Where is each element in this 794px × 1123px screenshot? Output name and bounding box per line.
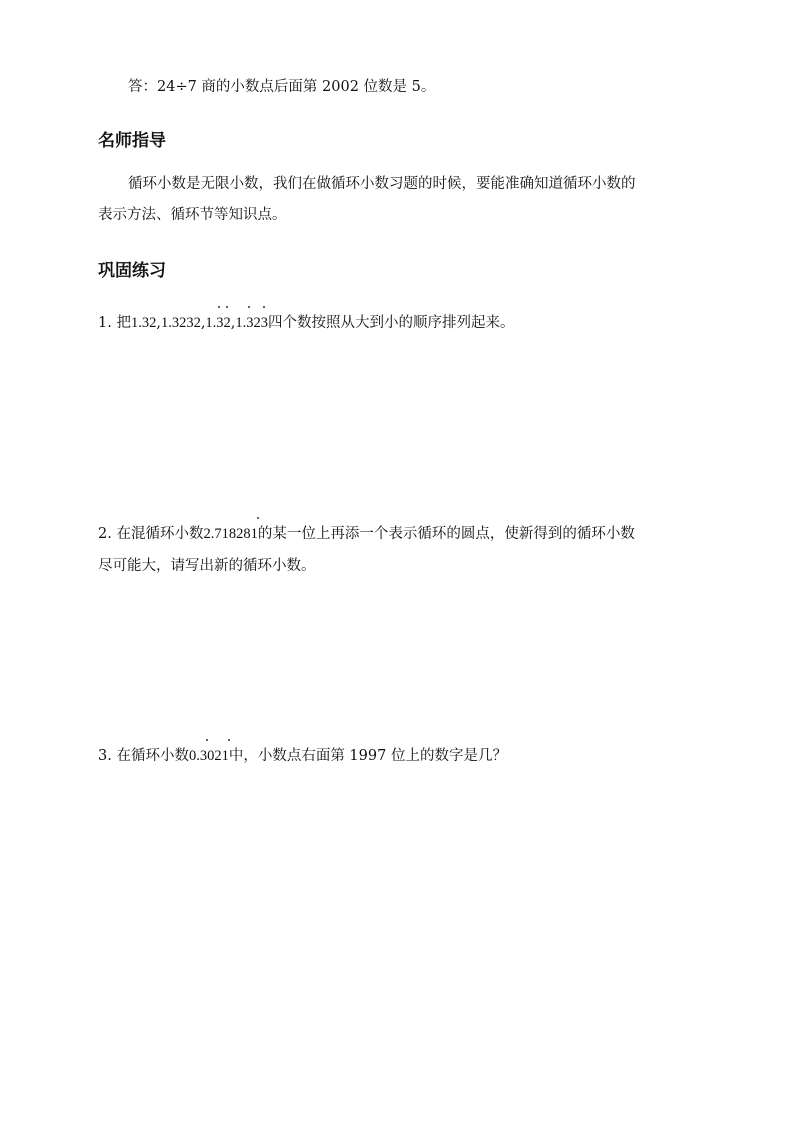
repeating-dot xyxy=(206,739,208,741)
question-2-line-1 xyxy=(98,524,635,544)
question-2-line-2: 尽可能大，请写出新的循环小数。 xyxy=(98,558,316,574)
q3-suffix: 中，小数点右面第 1997 位上的数字是几？ xyxy=(228,748,507,764)
q1-sep-2: , xyxy=(200,315,206,331)
q1-number-4 xyxy=(235,313,268,333)
q1-number-2: 1.3232 xyxy=(160,315,201,331)
answer-text: 答：24÷7 商的小数点后面第 2002 位数是 5。 xyxy=(128,79,436,95)
repeating-dot xyxy=(257,517,259,519)
q1-suffix: 四个数按照从大到小的顺序排列起来。 xyxy=(268,315,515,331)
repeating-dot xyxy=(218,306,220,308)
q2-number-text: 2.718281 xyxy=(203,526,258,542)
q3-number-text: 0.3021 xyxy=(188,748,229,764)
q1-sep-1: , xyxy=(156,315,161,331)
q2-number xyxy=(203,524,257,544)
repeating-dot xyxy=(263,306,265,308)
q3-prefix: 3. 在循环小数 xyxy=(98,748,189,764)
repeating-dot xyxy=(228,739,230,741)
q1-number-4-text: 1.323 xyxy=(235,315,269,331)
question-1 xyxy=(98,313,515,333)
guidance-line-1: 循环小数是无限小数，我们在做循环小数习题的时候，要能准确知道循环小数的 xyxy=(128,176,636,192)
repeating-dot xyxy=(226,306,228,308)
q1-number-1: 1.32 xyxy=(130,315,157,331)
repeating-dot xyxy=(248,306,250,308)
q2-prefix: 2. 在混循环小数 xyxy=(98,526,204,542)
q2-line1-suffix: 的某一位上再添一个表示循环的圆点，使新得到的循环小数 xyxy=(257,526,635,542)
q1-prefix: 1. 把 xyxy=(98,315,131,331)
q1-number-3 xyxy=(205,313,230,333)
q1-sep-3: , xyxy=(230,315,236,331)
heading-practice: 巩固练习 xyxy=(98,261,166,281)
guidance-line-2: 表示方法、循环节等知识点。 xyxy=(98,207,287,223)
q1-number-3-text: 1.32 xyxy=(205,315,231,331)
question-3 xyxy=(98,746,507,766)
heading-guidance: 名师指导 xyxy=(98,131,166,151)
q3-number xyxy=(189,746,229,766)
